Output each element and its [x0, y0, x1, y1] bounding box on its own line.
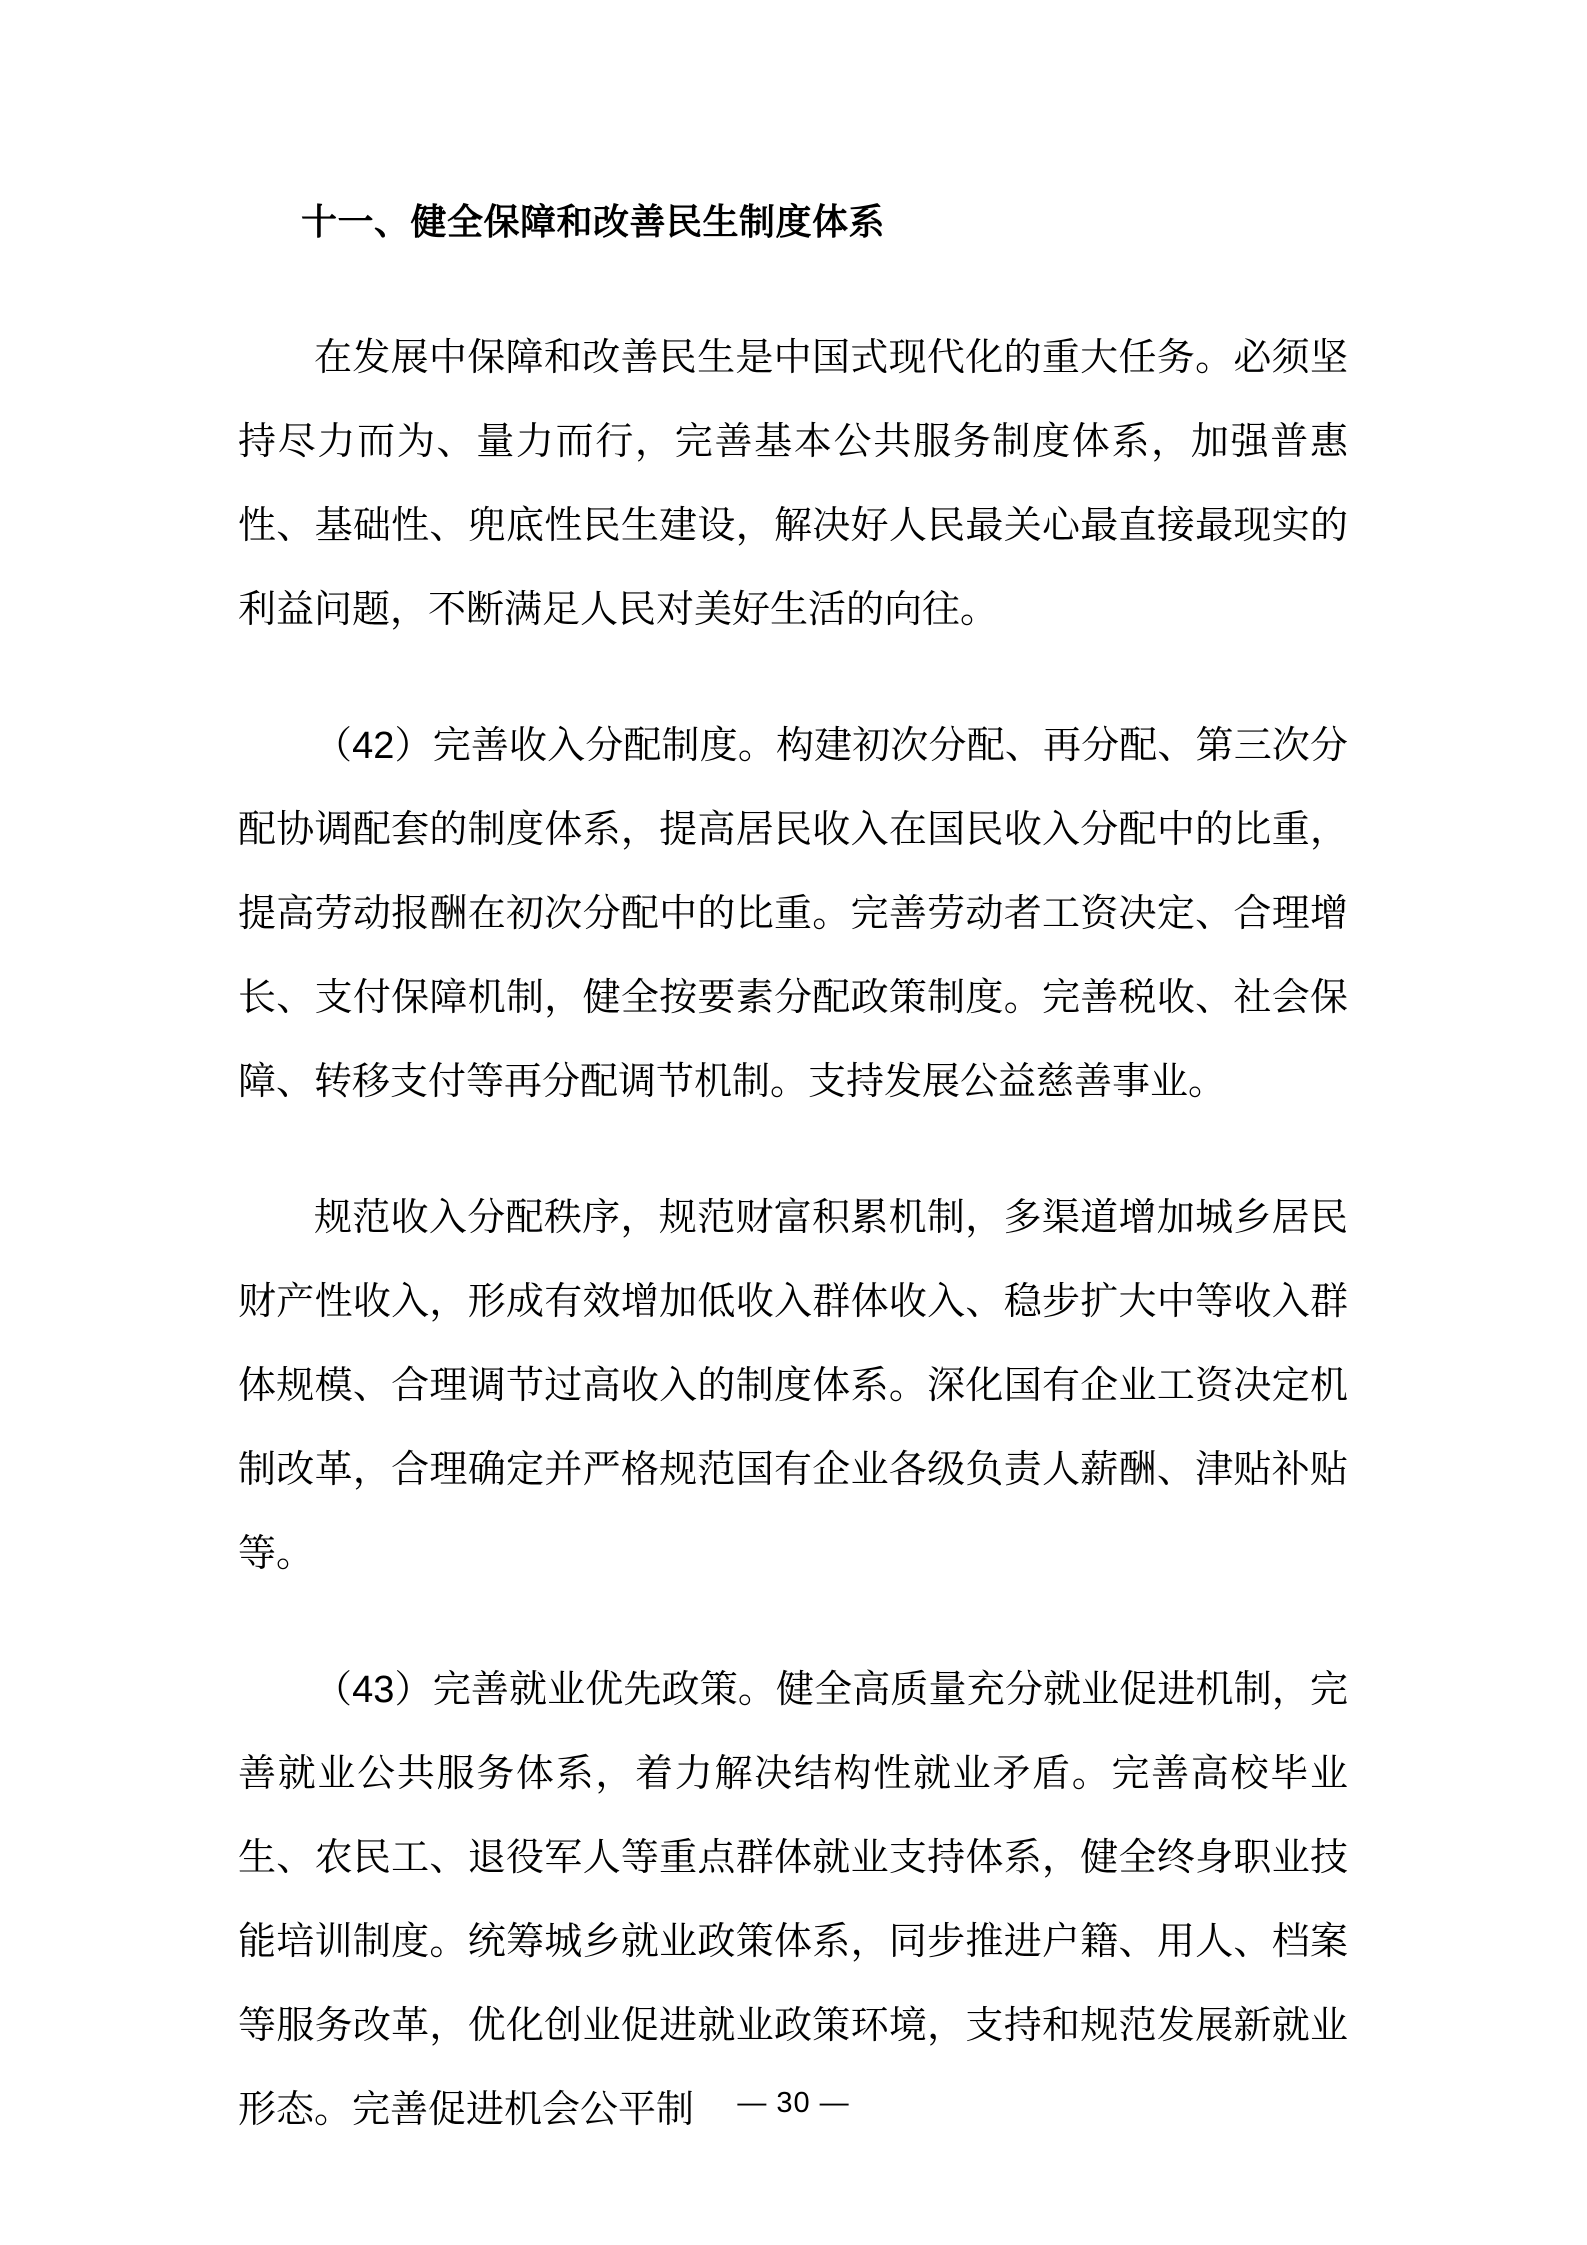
page-content — [238, 196, 1348, 2152]
section-heading: 十一、健全保障和改善民生制度体系 — [301, 201, 886, 242]
paragraph-item-42: （42）完善收入分配制度。构建初次分配、再分配、第三次分配协调配套的制度体系，提高居民收入在国民收入分配中的比重，提高劳动报酬在初次分配中的比重。完善劳动者工资决定、合理增长、支付保障机制，健全按要素分配政策制度。完善税收、社会保障、转移支付等再分配调节机制。支持发展公益慈善事业。 — [238, 725, 1348, 1103]
paragraph-intro: 在发展中保障和改善民生是中国式现代化的重大任务。必须坚持尽力而为、量力而行，完善基本公共服务制度体系，加强普惠性、基础性、兜底性民生建设，解决好人民最关心最直接最现实的利益问题，不断满足人民对美好生活的向往。 — [238, 337, 1348, 631]
paragraph-income-distribution: 规范收入分配秩序，规范财富积累机制，多渠道增加城乡居民财产性收入，形成有效增加低收入群体收入、稳步扩大中等收入群体规模、合理调节过高收入的制度体系。深化国有企业工资决定机制改革，合理确定并严格规范国有企业各级负责人薪酬、津贴补贴等。 — [238, 1197, 1348, 1575]
paragraph-item-43: （43）完善就业优先政策。健全高质量充分就业促进机制，完善就业公共服务体系，着力解决结构性就业矛盾。完善高校毕业生、农民工、退役军人等重点群体就业支持体系，健全终身职业技能培训制度。统筹城乡就业政策体系，同步推进户籍、用人、档案等服务改革，优化创业促进就业政策环境，支持和规范发展新就业形态。完善促进机会公平制 — [238, 1669, 1348, 2131]
page-number: — 30 — — [737, 2087, 850, 2119]
